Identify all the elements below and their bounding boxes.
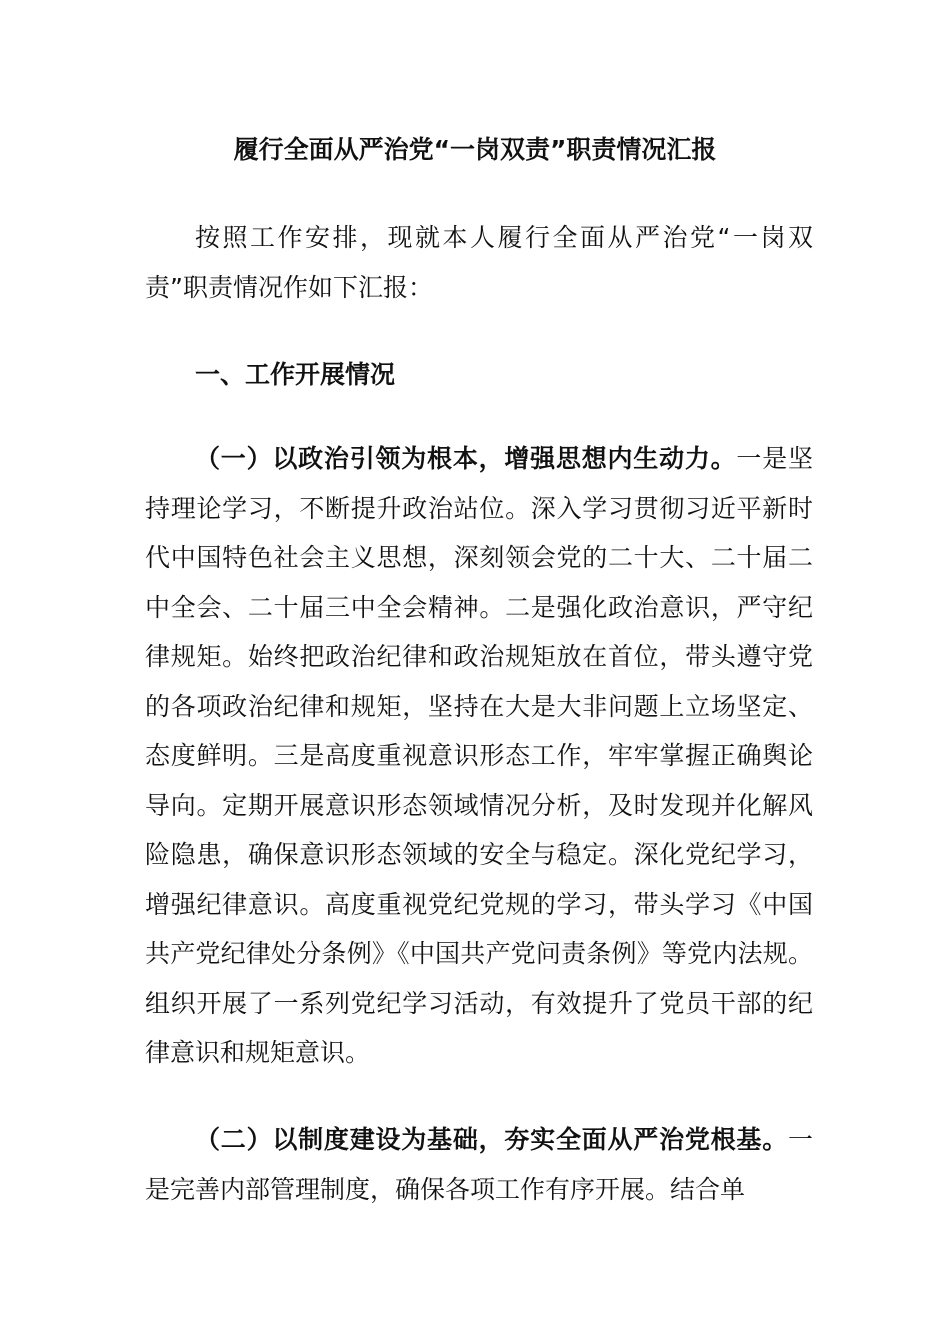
intro-paragraph: 按照工作安排，现就本人履行全面从严治党“一岗双责”职责情况作如下汇报：	[145, 223, 813, 302]
document-title: 履行全面从严治党“一岗双责”职责情况汇报	[233, 135, 717, 164]
section-2-lead: （二）以制度建设为基础，夯实全面从严治党根基。	[195, 1125, 788, 1154]
section-2-body: 一是完善内部管理制度，确保各项工作有序开展。结合单	[145, 1125, 813, 1204]
section-2-paragraph	[145, 1115, 813, 1214]
section-1-paragraph	[145, 434, 813, 1078]
section-1-body: 一是坚持理论学习，不断提升政治站位。深入学习贯彻习近平新时代中国特色社会主义思想，深刻领会党的二十大、二十届二中全会、二十届三中全会精神。二是强化政治意识，严守纪律规矩。始终把政治纪律和政治规矩放在首位，带头遵守党的各项政治纪律和规矩，坚持在大是大非问题上立场坚定、态度鲜明。三是高度重视意识形态工作，牢牢掌握正确舆论导向。定期开展意识形态领域情况分析，及时发现并化解风险隐患，确保意识形态领域的安全与稳定。深化党纪学习，增强纪律意识。高度重视党纪党规的学习，带头学习《中国共产党纪律处分条例》《中国共产党问责条例》等党内法规。组织开展了一系列党纪学习活动，有效提升了党员干部的纪律意识和规矩意识。	[145, 444, 813, 1067]
section-heading: 一、工作开展情况	[195, 360, 396, 389]
section-1-lead: （一）以政治引领为根本，增强思想内生动力。	[195, 444, 737, 473]
